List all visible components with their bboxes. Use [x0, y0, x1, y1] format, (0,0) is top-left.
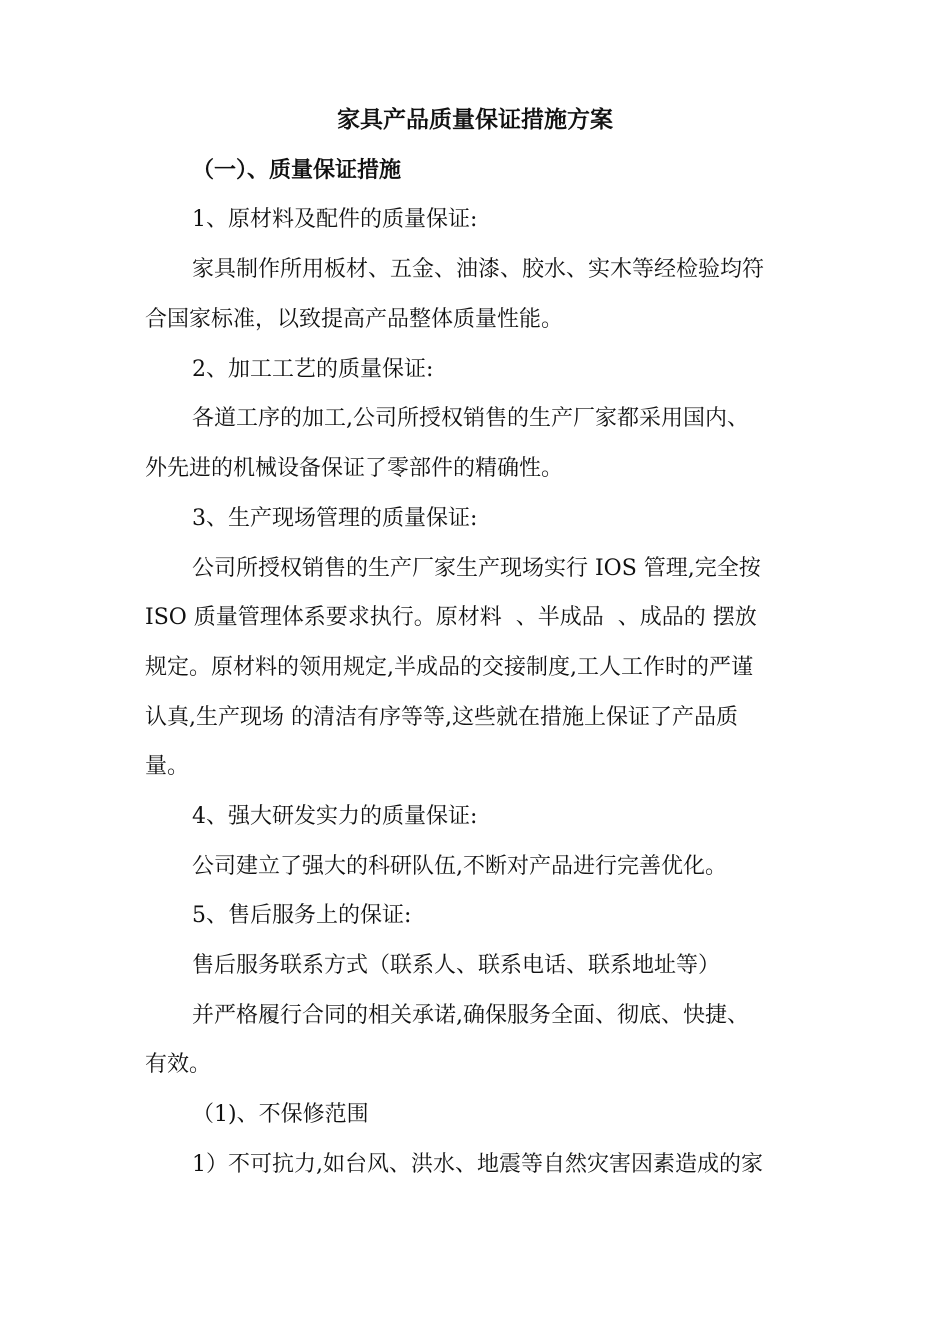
item-heading: 3、生产现场管理的质量保证: — [192, 506, 478, 531]
paragraph-line: 认真,生产现场 的清洁有序等等,这些就在措施上保证了产品质 — [145, 705, 738, 730]
item-heading: 5、售后服务上的保证: — [192, 903, 412, 928]
paragraph-line: 1）不可抗力,如台风、洪水、地震等自然灾害因素造成的家 — [192, 1152, 763, 1177]
paragraph-line: 有效。 — [145, 1052, 212, 1077]
paragraph-line: 规定。原材料的领用规定,半成品的交接制度,工人工作时的严谨 — [145, 655, 753, 680]
paragraph-line: 售后服务联系方式（联系人、联系电话、联系地址等） — [192, 953, 721, 978]
document-title: 家具产品质量保证措施方案 — [337, 106, 613, 133]
paragraph-line: 家具制作所用板材、五金、油漆、胶水、实木等经检验均符 — [192, 257, 765, 282]
sub-heading: （1)、不保修范围 — [192, 1102, 369, 1127]
section-heading: （一）、质量保证措施 — [192, 157, 402, 183]
paragraph-line: ISO 质量管理体系要求执行。原材料 、半成品 、成品的 摆放 — [145, 605, 757, 630]
paragraph-line: 并严格履行合同的相关承诺,确保服务全面、彻底、快捷、 — [192, 1003, 749, 1028]
item-heading: 1、原材料及配件的质量保证: — [192, 207, 478, 232]
paragraph-line: 各道工序的加工,公司所授权销售的生产厂家都采用国内、 — [192, 406, 749, 431]
paragraph-line: 外先进的机械设备保证了零部件的精确性。 — [145, 456, 564, 481]
paragraph-line: 公司建立了强大的科研队伍,不断对产品进行完善优化。 — [192, 854, 727, 879]
paragraph-line: 量。 — [145, 754, 190, 779]
item-heading: 2、加工工艺的质量保证: — [192, 357, 434, 382]
paragraph-line: 合国家标准，以致提高产品整体质量性能。 — [145, 307, 564, 332]
paragraph-line: 公司所授权销售的生产厂家生产现场实行 IOS 管理,完全按 — [192, 556, 761, 581]
item-heading: 4、强大研发实力的质量保证: — [192, 804, 478, 829]
